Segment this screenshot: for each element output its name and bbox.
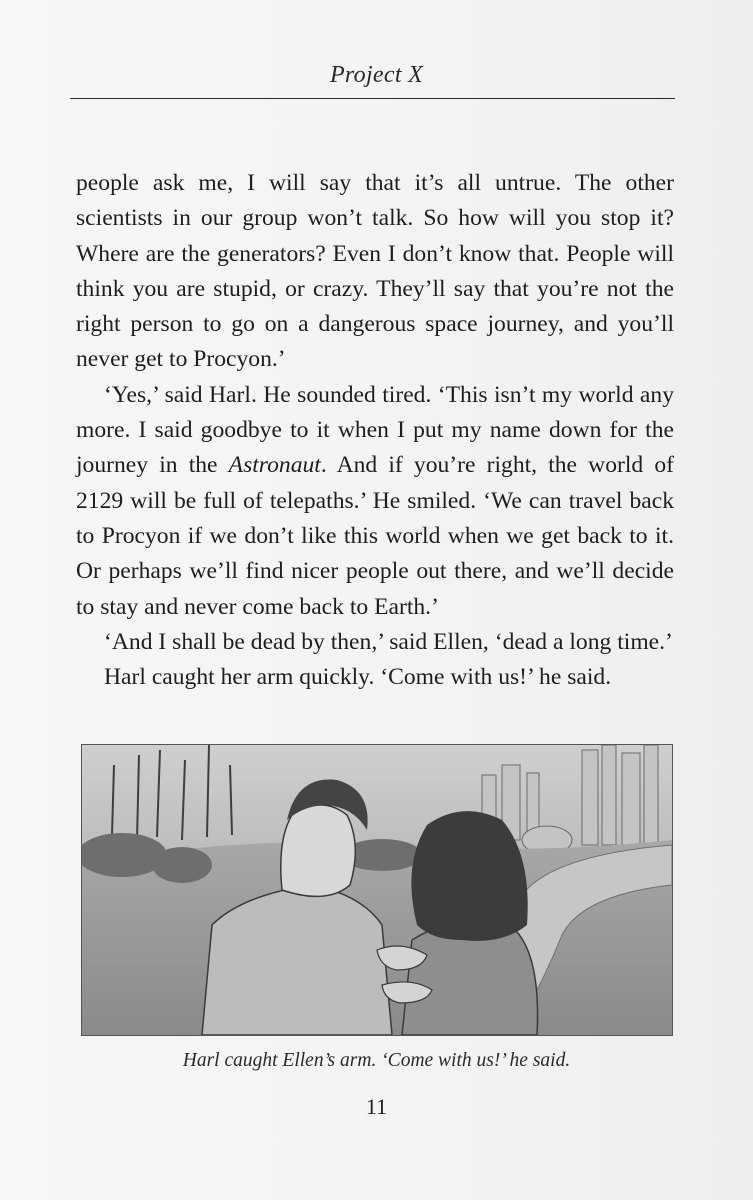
illustration-drawing — [82, 745, 672, 1035]
header-rule — [70, 98, 675, 99]
paragraph-4: Harl caught her arm quickly. ‘Come with us!’ he said. — [104, 664, 612, 691]
ship-name-italic: Astronaut — [228, 452, 321, 479]
paragraph-2 — [76, 378, 674, 625]
paragraph-3: ‘And I shall be dead by then,’ said Ellen, ‘dead a long time.’ — [104, 628, 673, 655]
paragraph-1: people ask me, I will say that it’s all untrue. The other scientists in our group won’t talk. So how will you stop it? Where are the generators? Even I don’t know that. People will think you are stupid, or crazy. They’ll say that you’re not the right person to go on a dangerous space journey, and you’ll never get to Procyon.’ — [76, 170, 674, 373]
illustration — [81, 744, 673, 1036]
paragraph-2-part-2: . And if you’re right, the world of 2129 will be full of telepaths.’ He smiled. ‘We can travel back to Procyon if we don’t like this world when we get back to it. Or perhaps we’ll find nicer people out there, and we’ll decide to stay and never come back to Earth.’ — [76, 452, 674, 620]
body-text — [76, 166, 674, 695]
paragraph-2-part-1: ‘Yes,’ said Harl. He sounded tired. ‘This isn’t my world any more. I said goodbye to it when I put my name down for the journey in the — [76, 381, 674, 479]
illustration-caption: Harl caught Ellen’s arm. ‘Come with us!’ he said. — [182, 1050, 571, 1071]
page-number: 11 — [365, 1094, 388, 1119]
running-head: Project X — [329, 62, 424, 88]
